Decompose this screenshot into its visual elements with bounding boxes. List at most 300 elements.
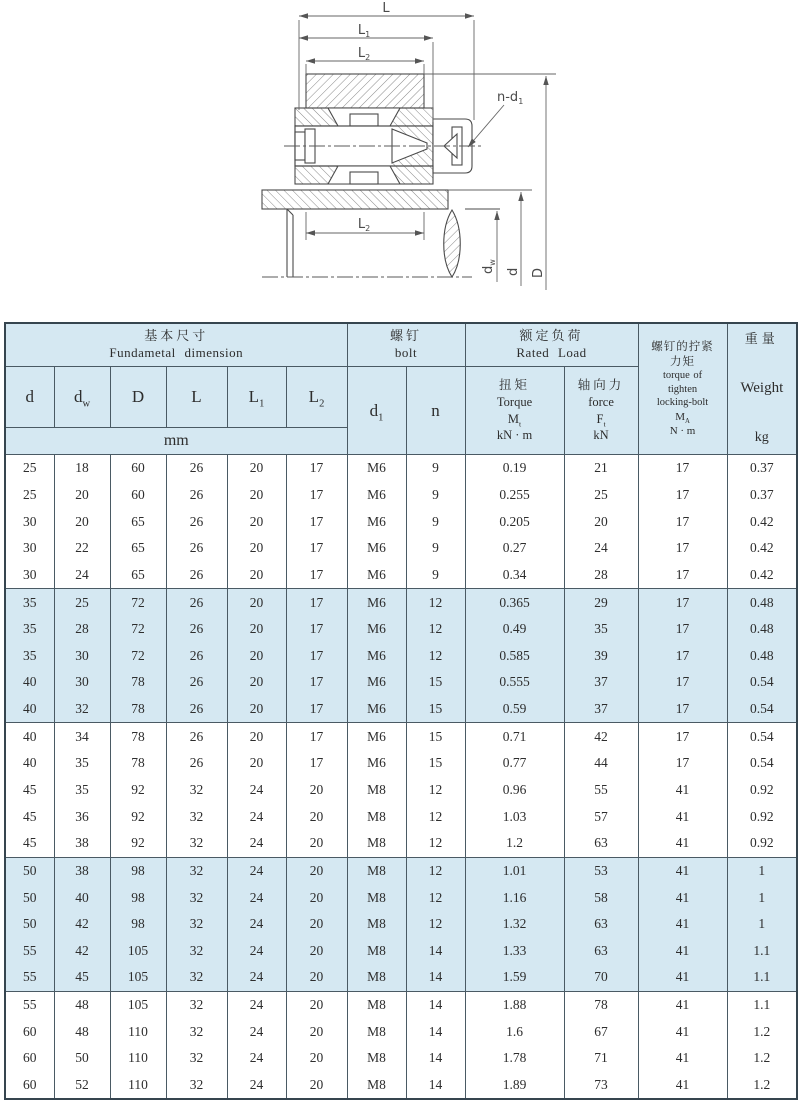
table-row [5,750,797,777]
table-cell: 78 [110,750,166,777]
table-cell: M6 [347,669,406,696]
table-cell: 0.37 [727,482,797,509]
table-cell: 26 [166,562,227,589]
table-cell: 12 [406,884,465,911]
table-cell: 24 [227,803,286,830]
table-cell: 20 [54,482,110,509]
table-cell: 48 [54,1018,110,1045]
table-cell: 45 [5,777,54,804]
table-cell: 35 [5,616,54,643]
table-cell: 32 [166,938,227,965]
table-cell: 24 [227,911,286,938]
table-row [5,482,797,509]
table-cell: 17 [638,696,727,723]
table-cell: 25 [5,455,54,482]
table-cell: 42 [54,911,110,938]
table-cell: 12 [406,857,465,884]
table-cell: M8 [347,777,406,804]
table-cell: 20 [286,1018,347,1045]
table-cell: 26 [166,616,227,643]
weight-unit: kg [754,429,769,445]
table-cell: 32 [166,1072,227,1100]
table-cell: 78 [564,991,638,1018]
table-cell: 12 [406,777,465,804]
table-cell: 17 [638,589,727,616]
table-cell: 41 [638,884,727,911]
table-cell: 17 [286,669,347,696]
table-cell: 14 [406,1072,465,1100]
table-cell: 40 [5,723,54,750]
table-cell: 12 [406,803,465,830]
torque-unit: kN · m [496,428,533,443]
table-cell: 1 [727,911,797,938]
table-cell: 14 [406,991,465,1018]
table-cell: 9 [406,562,465,589]
table-cell: 9 [406,482,465,509]
group-load-cn: 额定负荷 [519,328,584,344]
table-cell: 35 [54,750,110,777]
table-cell: 105 [110,938,166,965]
table-cell: 20 [227,455,286,482]
table-cell: 34 [54,723,110,750]
table-cell: 20 [227,562,286,589]
shaft-chamfer [287,209,293,215]
table-cell: 15 [406,723,465,750]
table-cell: 9 [406,508,465,535]
table-cell: 65 [110,535,166,562]
table-cell: 24 [227,777,286,804]
table-cell: 9 [406,535,465,562]
table-cell: 41 [638,1018,727,1045]
table-cell: 0.42 [727,508,797,535]
table-cell: 60 [110,455,166,482]
table-cell: 18 [54,455,110,482]
dim-dw-label: $d_w$ [481,259,497,274]
table-cell: M6 [347,482,406,509]
table-cell: 32 [166,803,227,830]
table-cell: 1.03 [465,803,564,830]
table-row [5,616,797,643]
table-cell: 35 [564,616,638,643]
table-cell: 30 [5,535,54,562]
table-cell: 17 [286,482,347,509]
col-header-L1: $L_1$ [227,367,286,428]
dim-L-label: L [382,1,390,16]
table-cell: 0.92 [727,803,797,830]
table-cell: 22 [54,535,110,562]
table-cell: M6 [347,508,406,535]
table-cell: 20 [54,508,110,535]
table-cell: 1.2 [727,1018,797,1045]
table-cell: 20 [286,777,347,804]
table-cell: 78 [110,696,166,723]
table-row [5,642,797,669]
table-cell: M6 [347,589,406,616]
table-cell: 26 [166,482,227,509]
table-cell: 17 [638,616,727,643]
table-cell: 0.92 [727,777,797,804]
table-cell: 1.2 [465,830,564,857]
table-cell: 1.2 [727,1072,797,1100]
table-cell: 20 [227,589,286,616]
table-cell: 20 [227,535,286,562]
table-cell: 20 [227,642,286,669]
table-row [5,696,797,723]
table-cell: 30 [5,508,54,535]
part-outlines [262,74,500,277]
table-row [5,723,797,750]
table-cell: 1.88 [465,991,564,1018]
table-cell: 110 [110,1072,166,1100]
table-cell: 29 [564,589,638,616]
dim-d-label: d [506,267,521,276]
table-cell: 92 [110,777,166,804]
dim-L2-top-label: $L_2$ [357,46,371,62]
table-cell: 32 [54,696,110,723]
hub-plate [262,190,448,209]
table-cell: 0.585 [465,642,564,669]
table-cell: M8 [347,803,406,830]
col-header-force [564,367,638,455]
table-cell: 17 [638,750,727,777]
table-cell: 17 [286,696,347,723]
table-cell: 65 [110,562,166,589]
table-cell: 53 [564,857,638,884]
table-cell: 20 [286,1045,347,1072]
table-cell: 40 [5,696,54,723]
table-cell: 38 [54,830,110,857]
table-cell: 24 [227,857,286,884]
table-cell: 32 [166,1045,227,1072]
table-cell: 0.54 [727,723,797,750]
table-row [5,964,797,991]
table-cell: 35 [5,642,54,669]
table-cell: 26 [166,696,227,723]
table-cell: 60 [5,1072,54,1100]
table-row [5,830,797,857]
locking-en-line3: locking-bolt [656,397,709,409]
table-cell: 0.255 [465,482,564,509]
table-cell: M8 [347,964,406,991]
group-basic-cn: 基本尺寸 [144,328,209,344]
spec-table [4,322,798,1100]
dim-D-label: D [531,267,546,278]
locking-cn-line2: 力矩 [670,355,696,368]
table-cell: 55 [5,991,54,1018]
table-cell: 30 [5,562,54,589]
table-cell: 17 [286,562,347,589]
table-cell: 24 [227,938,286,965]
table-cell: 72 [110,589,166,616]
table-cell: 110 [110,1018,166,1045]
table-cell: 92 [110,830,166,857]
table-cell: 32 [166,1018,227,1045]
table-cell: 28 [564,562,638,589]
table-cell: 17 [638,508,727,535]
table-cell: 45 [5,803,54,830]
table-cell: 1.32 [465,911,564,938]
table-cell: 35 [54,777,110,804]
locking-en-line1: torque of [662,370,703,382]
table-cell: 41 [638,830,727,857]
table-cell: 0.27 [465,535,564,562]
force-en: force [588,394,614,409]
table-cell: 0.365 [465,589,564,616]
table-row [5,938,797,965]
table-cell: 26 [166,508,227,535]
table-cell: 20 [227,669,286,696]
table-cell: 73 [564,1072,638,1100]
table-cell: 24 [227,991,286,1018]
table-cell: 20 [286,803,347,830]
table-cell: 0.48 [727,642,797,669]
bolt-callout-label: $n-d_1$ [497,90,524,106]
table-cell: M6 [347,562,406,589]
table-cell: 20 [286,938,347,965]
torque-cn: 扭矩 [499,377,531,392]
table-cell: 21 [564,455,638,482]
table-cell: 32 [166,884,227,911]
table-cell: 45 [5,830,54,857]
assembly-drawing [0,0,800,322]
table-row [5,911,797,938]
table-cell: 71 [564,1045,638,1072]
table-cell: 32 [166,991,227,1018]
table-cell: 58 [564,884,638,911]
table-cell: 32 [166,964,227,991]
table-cell: 20 [227,616,286,643]
table-cell: 0.19 [465,455,564,482]
table-cell: 0.59 [465,696,564,723]
table-row [5,857,797,884]
table-cell: 38 [54,857,110,884]
table-cell: 55 [5,938,54,965]
table-cell: 41 [638,911,727,938]
group-basic-en: Fundametal dimension [109,345,244,360]
table-cell: 17 [286,723,347,750]
table-cell: 60 [110,482,166,509]
table-cell: 1.1 [727,991,797,1018]
table-cell: 52 [54,1072,110,1100]
table-cell: 63 [564,830,638,857]
unit-row-mm: mm [5,428,347,455]
table-cell: 0.42 [727,562,797,589]
table-cell: 20 [286,884,347,911]
table-cell: 105 [110,964,166,991]
table-cell: M8 [347,857,406,884]
table-cell: 50 [5,857,54,884]
table-cell: 35 [5,589,54,616]
table-cell: 40 [5,669,54,696]
table-cell: 30 [54,642,110,669]
table-cell: 98 [110,884,166,911]
table-cell: 37 [564,669,638,696]
table-row [5,589,797,616]
table-cell: 15 [406,696,465,723]
force-cn: 轴向力 [577,377,625,392]
group-load-en: Rated Load [516,345,587,360]
table-cell: 105 [110,991,166,1018]
table-row [5,884,797,911]
table-cell: 24 [227,1018,286,1045]
table-cell: 32 [166,911,227,938]
table-cell: 24 [227,1045,286,1072]
table-cell: 24 [227,884,286,911]
table-cell: 0.42 [727,535,797,562]
table-cell: 25 [564,482,638,509]
table-cell: M8 [347,1018,406,1045]
table-cell: 1.1 [727,964,797,991]
col-header-torque [465,367,564,455]
table-cell: 41 [638,938,727,965]
table-cell: M8 [347,884,406,911]
table-cell: 20 [286,830,347,857]
table-body [5,455,797,1100]
outer-ring-section [306,74,424,108]
table-cell: 41 [638,803,727,830]
col-header-D: D [110,367,166,428]
table-cell: 70 [564,964,638,991]
table-cell: 17 [286,642,347,669]
table-cell: 41 [638,964,727,991]
table-row [5,777,797,804]
table-cell: 26 [166,723,227,750]
table-cell: 12 [406,616,465,643]
table-cell: 32 [166,830,227,857]
table-cell: 26 [166,455,227,482]
table-cell: 60 [5,1045,54,1072]
table-cell: 24 [227,1072,286,1100]
table-cell: M6 [347,750,406,777]
table-cell: 26 [166,750,227,777]
table-cell: 20 [227,750,286,777]
table-cell: 24 [54,562,110,589]
lower-key-notch [350,172,378,184]
table-cell: 41 [638,1045,727,1072]
table-row [5,803,797,830]
table-cell: 17 [286,589,347,616]
torque-en: Torque [496,394,533,409]
table-cell: 26 [166,642,227,669]
table-cell: 42 [54,938,110,965]
table-cell: 17 [638,482,727,509]
table-cell: 67 [564,1018,638,1045]
col-locking-torque [638,323,727,455]
table-cell: 48 [54,991,110,1018]
table-cell: 17 [286,750,347,777]
table-cell: 20 [227,482,286,509]
table-cell: 1.89 [465,1072,564,1100]
table-cell: 50 [5,884,54,911]
table-cell: M8 [347,911,406,938]
table-cell: 26 [166,535,227,562]
table-cell: 20 [227,723,286,750]
table-cell: M6 [347,455,406,482]
table-cell: 55 [564,777,638,804]
table-cell: 0.34 [465,562,564,589]
table-cell: M8 [347,991,406,1018]
table-cell: 30 [54,669,110,696]
table-cell: 14 [406,964,465,991]
table-cell: 1.2 [727,1045,797,1072]
table-cell: 1.16 [465,884,564,911]
table-cell: 17 [286,616,347,643]
table-cell: M6 [347,642,406,669]
table-cell: 78 [110,723,166,750]
table-row [5,669,797,696]
table-cell: M6 [347,723,406,750]
col-header-d1: $d_1$ [347,367,406,455]
table-cell: 20 [286,991,347,1018]
dim-L2-bottom-label: $L_2$ [357,217,371,233]
table-cell: 14 [406,1018,465,1045]
table-cell: 98 [110,857,166,884]
table-cell: 20 [227,508,286,535]
table-cell: 72 [110,642,166,669]
table-cell: 12 [406,830,465,857]
table-cell: 78 [110,669,166,696]
table-cell: 17 [638,535,727,562]
table-cell: 72 [110,616,166,643]
table-cell: 25 [5,482,54,509]
table-cell: 0.49 [465,616,564,643]
table-cell: 57 [564,803,638,830]
table-row [5,1018,797,1045]
group-basic-dimension [5,323,347,367]
table-cell: M6 [347,616,406,643]
table-cell: 20 [286,911,347,938]
table-row [5,535,797,562]
table-cell: 63 [564,911,638,938]
locking-unit: N · m [669,424,696,437]
table-row [5,1045,797,1072]
table-cell: 17 [638,669,727,696]
table-cell: 12 [406,642,465,669]
table-cell: 20 [564,508,638,535]
table-cell: 65 [110,508,166,535]
table-cell: 98 [110,911,166,938]
table-cell: 41 [638,777,727,804]
table-cell: 20 [286,964,347,991]
table-cell: 25 [54,589,110,616]
table-cell: 1.78 [465,1045,564,1072]
table-cell: 41 [638,991,727,1018]
col-weight [727,323,797,455]
table-cell: 17 [286,455,347,482]
table-cell: 50 [5,911,54,938]
table-cell: 42 [564,723,638,750]
technical-drawing [0,0,800,322]
table-cell: 17 [638,642,727,669]
table-row [5,455,797,482]
table-cell: 41 [638,857,727,884]
group-bolt-en: bolt [394,345,418,360]
table-cell: 63 [564,938,638,965]
table-cell: 1.6 [465,1018,564,1045]
table-header [5,323,797,455]
table-cell: 32 [166,777,227,804]
table-cell: 36 [54,803,110,830]
table-cell: 1.1 [727,938,797,965]
table-cell: 17 [286,508,347,535]
locking-en-line2: tighten [667,383,698,395]
table-cell: 17 [638,562,727,589]
weight-en: Weight [740,379,784,396]
table-cell: 40 [5,750,54,777]
shaft-break-section [444,210,461,277]
table-cell: 50 [54,1045,110,1072]
group-bolt [347,323,465,367]
